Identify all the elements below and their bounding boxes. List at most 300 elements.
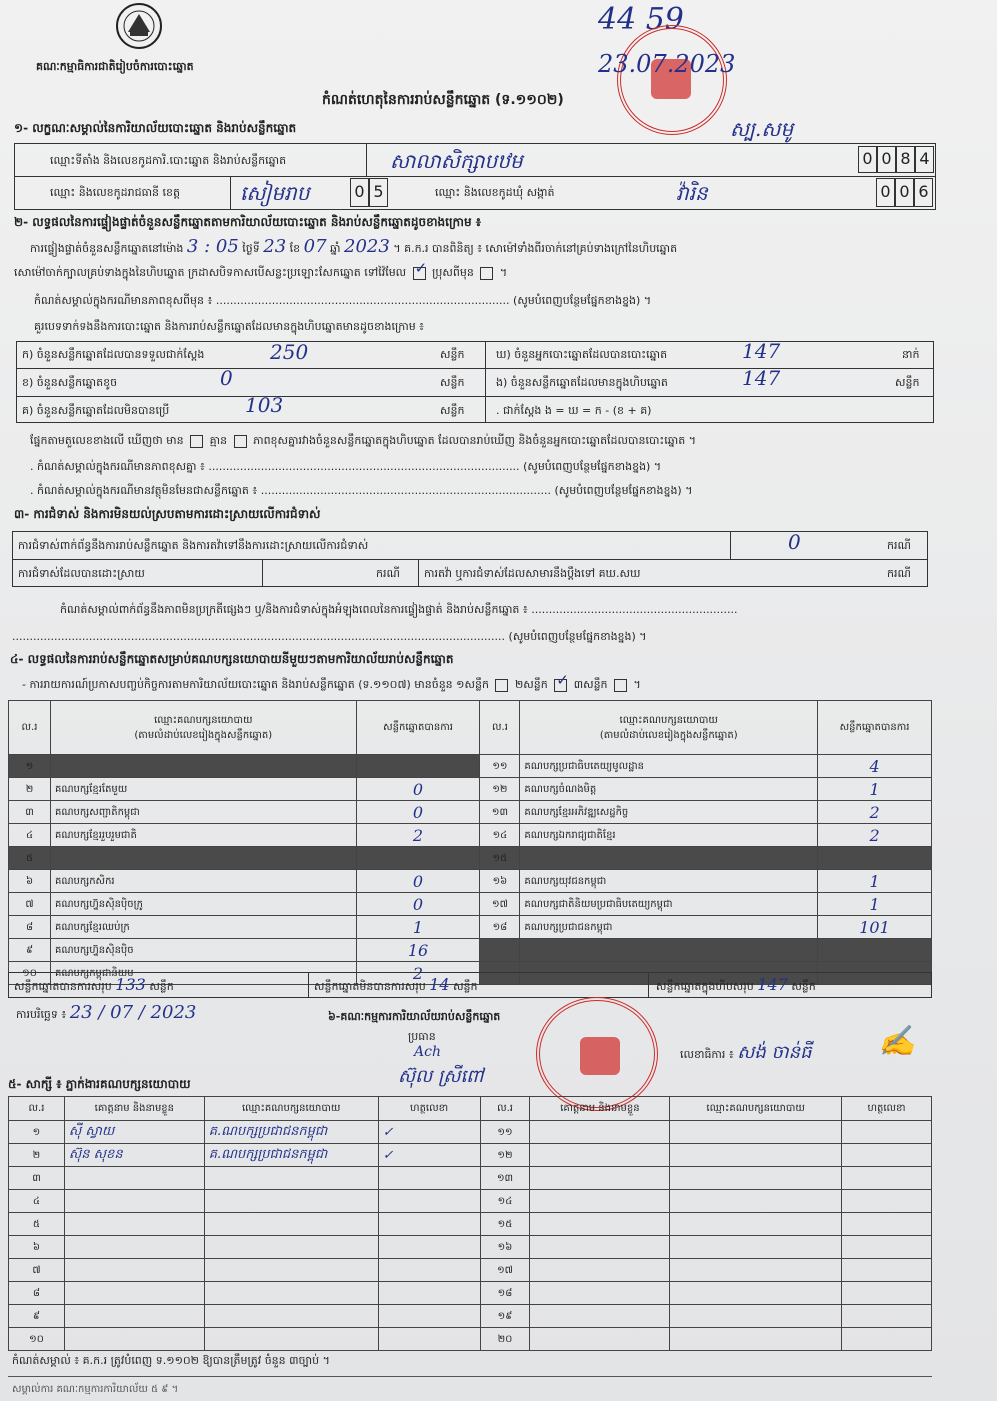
row-number: ២០ <box>480 1328 530 1351</box>
witness-signature <box>378 1282 480 1305</box>
witness-party: គ.ណបក្សប្រជាជនកម្ពុជា <box>204 1144 378 1167</box>
commune-label: ឈ្មោះ និងលេខកូដឃុំ សង្កាត់ <box>435 186 555 199</box>
section2-title: ២- លទ្ធផលនៃការផ្ទៀងផ្ទាត់ចំនួនសន្លឹកឆ្នោតតាមការិយាល័យបោះឆ្នោត និងរាប់សន្លឹកឆ្នោតដូចខាងក្រោម ៖ <box>14 215 482 229</box>
three-sheets-checkbox <box>614 679 627 692</box>
party-votes: 0 <box>356 870 480 893</box>
province-code <box>350 178 388 207</box>
total-all <box>656 975 816 994</box>
chair-signature: Ach <box>414 1044 441 1060</box>
witness-name <box>530 1121 670 1144</box>
verify-time-label: ការផ្ទៀងផ្ទាត់ចំនួនសន្លឹកឆ្នោតនៅម៉ោង <box>30 242 184 255</box>
col-party-header <box>50 701 356 755</box>
table-row <box>9 1213 932 1236</box>
party-votes <box>818 847 932 870</box>
unit-label: សន្លឹក <box>440 404 465 417</box>
row-number: ៦ <box>9 870 51 893</box>
date-value: 23 / 07 / 2023 <box>69 1002 197 1023</box>
chair-label: ប្រធាន <box>408 1030 436 1043</box>
row-number: ១៣ <box>480 1167 530 1190</box>
row-number: ៨ <box>9 916 51 939</box>
received-label: ក) ចំនួនសន្លឹកឆ្នោតដែលបានទទួលជាក់ស្ដែង <box>22 348 205 361</box>
witness-signature <box>842 1167 932 1190</box>
col-name-header: គោត្តនាម និងនាមខ្លួន <box>64 1097 204 1121</box>
party-votes <box>356 755 480 778</box>
verify-time-line <box>30 236 678 257</box>
verify-month-label: ខែ <box>289 242 301 255</box>
secretary-name: សង់ ចាន់ធី <box>737 1042 812 1063</box>
party-name: គណបក្សជាតិនិយមប្រជាធិបតេយ្យកម្ពុជា <box>520 893 818 916</box>
witness-name: ស៊ី ស្វាយ <box>64 1121 204 1144</box>
col-sign-header: ហត្ថលេខា <box>842 1097 932 1121</box>
table-row <box>9 1144 932 1167</box>
verify-day-label: ថ្ងៃទី <box>242 242 260 255</box>
report-sheets-label: - ការរាយការណ៍ប្រកាសបញ្ចប់កិច្ចការតាមការិយាល័យបោះឆ្នោត និងរាប់សន្លឹកឆ្នោត (ទ.១១០៧) មានចំនួន ១សន្លឹក <box>22 678 489 691</box>
box-ballots-label: ង) ចំនួនសន្លឹកឆ្នោតដែលមានក្នុងហិបឆ្នោត <box>496 376 668 389</box>
ballot-intro: គួរបេទទាក់ទងនឹងការបោះឆ្នោត និងការរាប់សន្លឹកឆ្នោតដែលមានក្នុងហិបឆ្នោតមានដូចខាងក្រោម ៖ <box>34 320 425 333</box>
party-votes <box>356 847 480 870</box>
dotted-fill: ......................................................................................... <box>208 460 520 473</box>
row-number <box>480 939 520 962</box>
witness-party <box>670 1282 842 1305</box>
discrepancy-yes-checkbox <box>190 435 203 448</box>
location-code <box>858 146 934 173</box>
row-number: ១៤ <box>480 1190 530 1213</box>
secretary-line <box>680 1042 812 1063</box>
table-row <box>9 1236 932 1259</box>
unit-label: សន្លឹក <box>440 376 465 389</box>
witness-name <box>530 1190 670 1213</box>
party-name: គណបក្សសញ្ជាតិកម្ពុជា <box>50 801 356 824</box>
box-ballots-value: 147 <box>742 366 781 390</box>
received-value: 250 <box>270 340 309 364</box>
form-title: កំណត់ហេតុនៃការរាប់សន្លឹកឆ្នោត (ទ.១១០២) <box>322 92 564 108</box>
total-valid <box>14 975 174 994</box>
unit-label: សន្លឹក <box>149 980 174 993</box>
committee-label: ៦-គណៈកម្មការការិយាល័យរាប់សន្លឹកឆ្នោត <box>328 1010 501 1023</box>
witness-name <box>64 1213 204 1236</box>
section1-title: ១- លក្ខណៈសម្គាល់នៃការិយាល័យបោះឆ្នោត និងរាប់សន្លឹកឆ្នោត <box>14 121 297 135</box>
row-number: ១២ <box>480 778 520 801</box>
row-number: ៩ <box>9 1305 65 1328</box>
witness-signature <box>378 1305 480 1328</box>
witness-party <box>204 1305 378 1328</box>
witness-party <box>670 1236 842 1259</box>
stamp-signature: ស្ប.សមូ <box>730 117 794 141</box>
party-votes: 0 <box>356 778 480 801</box>
witness-signature <box>378 1236 480 1259</box>
party-name: គណបក្សកសិករ <box>50 870 356 893</box>
party-votes: 1 <box>818 778 932 801</box>
seal-note-line <box>34 294 651 307</box>
verify-month: 07 <box>303 236 327 257</box>
verify-time: 3 : 05 <box>186 236 239 257</box>
col-votes-header: សន្លឹកឆ្នោតបានការ <box>356 701 480 755</box>
col-no-header: ល.រ <box>9 1097 65 1121</box>
voters-label: ឃ) ចំនួនអ្នកបោះឆ្នោតដែលបានបោះឆ្នោត <box>496 348 668 361</box>
case-label: ករណី <box>887 567 911 580</box>
total-all-label: សន្លឹកឆ្នោតក្នុងហិបសរុប <box>656 980 754 993</box>
table-row <box>9 939 932 962</box>
table-row <box>9 1259 932 1282</box>
table-row <box>9 778 932 801</box>
party-votes: 1 <box>356 916 480 939</box>
row-number: ១៩ <box>480 1305 530 1328</box>
witness-party <box>670 1121 842 1144</box>
diff-note-line <box>30 460 661 473</box>
table-row <box>9 893 932 916</box>
commune-value: វ៉ារិន <box>676 181 708 205</box>
witness-name <box>530 1236 670 1259</box>
secretary-label: លេខាធិការ ៖ <box>680 1048 734 1061</box>
party-name: គណបក្សប្រជាជនកម្ពុជា <box>520 916 818 939</box>
table-row <box>9 916 932 939</box>
witness-signature <box>842 1121 932 1144</box>
row-number: ១០ <box>9 962 51 985</box>
irregularity-note <box>60 603 738 616</box>
code-digit: 8 <box>896 146 915 173</box>
row-number: ៤ <box>9 824 51 847</box>
report-sheets-line: - ការរាយការណ៍ប្រកាសបញ្ចប់កិច្ចការតាមការិយាល័យបោះឆ្នោត និងរាប់សន្លឹកឆ្នោត (ទ.១១០៧) មានចំនួន ១សន្លឹក ២សន្លឹក ✓ ៣សន្លឹក ។ <box>22 678 641 692</box>
party-name: គណបក្សខ្មែរឈប់ក្រ <box>50 916 356 939</box>
witness-signature <box>378 1328 480 1351</box>
witness-name <box>530 1328 670 1351</box>
discrepancy-label: ផ្នែកតាមតួលេខខាងលើ ឃើញថា មាន <box>30 434 184 447</box>
verify-day: 23 <box>263 236 287 257</box>
witness-name <box>530 1144 670 1167</box>
table-row <box>9 801 932 824</box>
dotted-fill: .................................................................................... <box>215 294 510 307</box>
col-party-sub: (តាមលំដាប់លេខរៀងក្នុងសន្លឹកឆ្នោត) <box>134 729 273 741</box>
witness-name <box>64 1328 204 1351</box>
results-table <box>8 700 932 985</box>
witness-signature <box>378 1167 480 1190</box>
witness-party: គ.ណបក្សប្រជាជនកម្ពុជា <box>204 1121 378 1144</box>
col-party-title: ឈ្មោះគណបក្សនយោបាយ <box>619 714 718 726</box>
witness-name <box>64 1282 204 1305</box>
witness-name <box>530 1213 670 1236</box>
row-number: ៩ <box>9 939 51 962</box>
footer-bottom: សម្គាល់ការ គណៈកម្មការការិយាល័យ ៥ ៩ ។ <box>12 1384 179 1395</box>
party-name: គណបក្សខ្មែររួបរួមជាតិ <box>50 824 356 847</box>
seal-text: សោម៉ៅចាក់ក្បាលគ្រប់ទាងក្នុងនៃហិបឆ្នោត ក្រដាសបិទកាសបើសន្លះប្រឡោះសែកឆ្នោត ទៅវ៉ៃមែល <box>14 266 407 279</box>
location-label: ឈ្មោះទីតាំង និងលេខកូដការិ.បោះឆ្នោត និងរាប់សន្លឹកឆ្នោត <box>50 154 287 167</box>
chair-name: ស៊ុល ស្រីពៅ <box>398 1066 484 1087</box>
total-invalid-label: សន្លឹកឆ្នោតមិនបានការសរុប <box>314 980 426 993</box>
party-name <box>50 847 356 870</box>
irregularity-tail: (សូមបំពេញបន្ថែមផ្នែកខាងខ្នង) ។ <box>508 630 647 643</box>
party-votes: 16 <box>356 939 480 962</box>
witness-signature <box>842 1328 932 1351</box>
row-number: ១៦ <box>480 870 520 893</box>
row-number: ១២ <box>480 1144 530 1167</box>
row-number: ៥ <box>9 847 51 870</box>
witness-name <box>530 1259 670 1282</box>
row-number: ៣ <box>9 801 51 824</box>
witness-name <box>530 1305 670 1328</box>
witness-party <box>204 1282 378 1305</box>
party-name <box>520 939 818 962</box>
witness-signature <box>842 1213 932 1236</box>
one-sheet-checkbox <box>495 679 508 692</box>
complaints-label: ការជំទាស់ពាក់ព័ន្ធនឹងការរាប់សន្លឹកឆ្នោត និងការតវ៉ាទៅនឹងការដោះស្រាយលើការជំទាស់ <box>18 539 369 552</box>
party-votes: 2 <box>818 824 932 847</box>
party-name <box>50 755 356 778</box>
total-valid-value: 133 <box>115 975 146 994</box>
party-votes: 2 <box>356 962 480 985</box>
total-all-value: 147 <box>757 975 788 994</box>
object-note-line <box>30 484 692 497</box>
row-number: ១៥ <box>480 1213 530 1236</box>
party-name: គណបក្សហ្វ៊ុនស៊ិនប៉ិច <box>50 939 356 962</box>
total-valid-label: សន្លឹកឆ្នោតបានការសរុប <box>14 980 112 993</box>
row-number: ១៣ <box>480 801 520 824</box>
witness-signature <box>842 1190 932 1213</box>
seal-note-tail: (សូមបំពេញបន្ថែមផ្នែកខាងខ្នង) ។ <box>513 294 652 307</box>
section3-title: ៣- ការជំទាស់ និងការមិនយល់ស្របតាមការដោះស្រាយលើការជំទាស់ <box>14 507 321 521</box>
witness-party <box>204 1190 378 1213</box>
witness-name: ស៊ុន សុខន <box>64 1144 204 1167</box>
unit-label: សន្លឹក <box>895 376 920 389</box>
party-name: គណបក្សខ្មែរតែមួយ <box>50 778 356 801</box>
resolved-label: ការជំទាស់ដែលបានដោះស្រាយ <box>18 567 145 580</box>
witness-signature <box>378 1259 480 1282</box>
diff-note-tail: (សូមបំពេញបន្ថែមផ្នែកខាងខ្នង) ។ <box>523 460 662 473</box>
party-name: គណបក្សយុវជនកម្ពុជា <box>520 870 818 893</box>
row-number: ៧ <box>9 1259 65 1282</box>
two-sheets-checkbox <box>554 679 567 692</box>
row-number: ១៨ <box>480 1282 530 1305</box>
row-number: ១៤ <box>480 824 520 847</box>
witness-signature <box>378 1190 480 1213</box>
row-number: ១៦ <box>480 1236 530 1259</box>
voters-value: 147 <box>742 339 781 363</box>
province-label: ឈ្មោះ និងលេខកូដរាជធានី ខេត្ត <box>50 186 180 199</box>
witness-name <box>64 1167 204 1190</box>
witness-header-row <box>9 1097 932 1121</box>
discrepancy-no-label: គ្មាន <box>209 434 228 447</box>
party-votes: 1 <box>818 870 932 893</box>
party-votes: 1 <box>818 893 932 916</box>
witness-party <box>670 1144 842 1167</box>
witness-party <box>670 1167 842 1190</box>
seal-line: សោម៉ៅចាក់ក្បាលគ្រប់ទាងក្នុងនៃហិបឆ្នោត ក្រដាសបិទកាសបើសន្លះប្រឡោះសែកឆ្នោត ទៅវ៉ៃមែល ✓ ប្រុសពីមុន ។ <box>14 266 507 280</box>
witness-signature <box>378 1213 480 1236</box>
irregularity-note-2 <box>12 630 647 643</box>
row-number: ១០ <box>9 1328 65 1351</box>
code-digit: 0 <box>858 146 877 173</box>
witness-name <box>64 1236 204 1259</box>
row-number: ១៨ <box>480 916 520 939</box>
stamp-date: 23.07.2023 <box>598 50 736 78</box>
witness-party <box>670 1190 842 1213</box>
col-party-header: ឈ្មោះគណបក្សនយោបាយ <box>204 1097 378 1121</box>
witness-signature: ✓ <box>378 1144 480 1167</box>
table-row <box>9 1328 932 1351</box>
dotted-fill: ................................................................................... <box>260 484 551 497</box>
object-note-label: . កំណត់សម្គាល់ក្នុងករណីមានវត្ថុមិនមែនជាសន្លឹកឆ្នោត ៖ <box>30 484 258 497</box>
witness-party <box>204 1236 378 1259</box>
verify-year-label: ឆ្នាំ <box>330 242 341 255</box>
total-invalid-value: 14 <box>429 975 450 994</box>
discrepancy-no-checkbox <box>234 435 247 448</box>
case-label: ករណី <box>376 567 400 580</box>
verify-year: 2023 <box>344 236 390 257</box>
table-row <box>9 847 932 870</box>
witness-party <box>204 1328 378 1351</box>
witness-name <box>530 1282 670 1305</box>
row-number: ៥ <box>9 1213 65 1236</box>
code-digit: 0 <box>350 178 369 207</box>
col-party-header: ឈ្មោះគណបក្សនយោបាយ <box>670 1097 842 1121</box>
row-number: ៧ <box>9 893 51 916</box>
seal-note-label: កំណត់សម្គាល់ក្នុងករណីមានភាពខុសពីមុន ៖ <box>34 294 213 307</box>
col-party-header <box>520 701 818 755</box>
party-name: គណបក្សប្រជាធិបតេយ្យមូលដ្ឋាន <box>520 755 818 778</box>
code-digit: 0 <box>895 178 914 207</box>
col-party-sub: (តាមលំដាប់លេខរៀងក្នុងសន្លឹកឆ្នោត) <box>599 729 738 741</box>
party-votes: 0 <box>356 893 480 916</box>
results-header-row <box>9 701 932 755</box>
row-number: ១ <box>9 1121 65 1144</box>
unit-label: សន្លឹក <box>440 348 465 361</box>
complaints-value: 0 <box>788 530 801 554</box>
spoiled-value: 0 <box>220 366 233 390</box>
col-votes-header: សន្លឹកឆ្នោតបានការ <box>818 701 932 755</box>
two-sheets-label: ២សន្លឹក <box>514 678 548 691</box>
row-number: ១១ <box>480 1121 530 1144</box>
nec-logo <box>110 2 168 52</box>
row-number: ១ <box>9 755 51 778</box>
col-name-header: គោត្តនាម និងនាមខ្លួន <box>530 1097 670 1121</box>
unit-label-person: នាក់ <box>902 348 920 361</box>
code-digit: 6 <box>914 178 933 207</box>
row-number: ១១ <box>480 755 520 778</box>
irregularity-label: កំណត់សម្គាល់ពាក់ព័ន្ធនឹងភាពមិនប្រក្រតីផ្សេងៗ ឬ/និងការជំទាស់ក្នុងអំឡុងពេលនៃការផ្ទៀងផ្ទាត់ និងរាប់សន្លឹកឆ្នោត ៖ <box>60 603 528 616</box>
code-digit: 5 <box>369 178 388 207</box>
case-label: ករណី <box>887 539 911 552</box>
party-name: គណបក្សខ្មែរអភិវឌ្ឍសេដ្ឋកិច្ច <box>520 801 818 824</box>
row-number: ១៧ <box>480 1259 530 1282</box>
commune-code <box>876 178 933 207</box>
official-stamp-committee <box>536 997 658 1111</box>
unused-label: គ) ចំនួនសន្លឹកឆ្នោតដែលមិនបានប្រើ <box>22 404 170 417</box>
witness-name <box>64 1259 204 1282</box>
total-invalid <box>314 975 478 994</box>
footer-note: កំណត់សម្គាល់ ៖ គ.ក.រ ត្រូវបំពេញ ទ.១១០២ ឱ្យបានត្រឹមត្រូវ ចំនួន ៣ច្បាប់ ។ <box>12 1354 330 1367</box>
table-row <box>9 1282 932 1305</box>
witness-signature <box>842 1259 932 1282</box>
col-no-header: ល.រ <box>480 1097 530 1121</box>
table-row <box>9 1121 932 1144</box>
org-name: គណៈកម្មាធិការជាតិរៀបចំការបោះឆ្នោត <box>36 60 194 73</box>
table-row <box>9 755 932 778</box>
discrepancy-line <box>30 434 696 448</box>
party-name <box>520 847 818 870</box>
table-row <box>9 1190 932 1213</box>
seal-diff-label: ប្រុសពីមុន <box>432 266 474 279</box>
unused-value: 103 <box>245 393 284 417</box>
date-label: ការបរិច្ឆេទ ៖ <box>16 1008 67 1021</box>
witness-name <box>64 1305 204 1328</box>
location-value: សាលាសិក្សាបឋម <box>390 149 523 173</box>
row-number: ២ <box>9 1144 65 1167</box>
seal-diff-checkbox <box>480 267 493 280</box>
row-number: ៣ <box>9 1167 65 1190</box>
witness-name <box>64 1190 204 1213</box>
witness-party <box>670 1213 842 1236</box>
formula: . ជាក់ស្ដែង ង = ឃ = ក - (ខ + គ) <box>496 404 652 417</box>
party-name: គណបក្សហ្វ៊ុនស៊ិនប៉ិចក្រូ <box>50 893 356 916</box>
witness-party <box>204 1259 378 1282</box>
three-sheets-label: ៣សន្លឹក <box>573 678 608 691</box>
table-row <box>9 1305 932 1328</box>
witness-signature <box>842 1236 932 1259</box>
witness-signature <box>842 1305 932 1328</box>
spoiled-label: ខ) ចំនួនសន្លឹកឆ្នោតខូច <box>22 376 118 389</box>
party-votes <box>818 939 932 962</box>
witness-party <box>204 1167 378 1190</box>
province-value: សៀមរាប <box>240 181 310 205</box>
row-number: ៦ <box>9 1236 65 1259</box>
dotted-fill: ........................................................... <box>531 603 738 616</box>
code-digit: 4 <box>915 146 934 173</box>
party-name: គណបក្សកម្ពុជានិយម <box>50 962 356 985</box>
row-number: ៨ <box>9 1282 65 1305</box>
party-votes: 2 <box>818 801 932 824</box>
witness-party <box>670 1259 842 1282</box>
witness-party <box>670 1305 842 1328</box>
witness-party <box>670 1328 842 1351</box>
unit-label: សន្លឹក <box>453 980 478 993</box>
row-number: ១៥ <box>480 847 520 870</box>
object-note-tail: (សូមបំពេញបន្ថែមផ្នែកខាងខ្នង) ។ <box>554 484 693 497</box>
dotted-fill: ............................................................................................................................................. <box>12 630 506 643</box>
row-number: ២ <box>9 778 51 801</box>
diff-note-label: . កំណត់សម្គាល់ក្នុងករណីមានភាពខុសគ្នា ៖ <box>30 460 205 473</box>
verify-tail: ។ គ.ក.រ បានពិនិត្យ ៖ សោម៉ៅទាំងពីរចាក់នៅគ្រប់ទាងក្រៅនៃហិបឆ្នោត <box>393 242 678 255</box>
code-digit: 0 <box>876 178 895 207</box>
col-no-header: ល.រ <box>9 701 51 755</box>
party-votes: 4 <box>818 755 932 778</box>
official-stamp-top <box>617 25 727 135</box>
section4-title: ៤- លទ្ធផលនៃការរាប់សន្លឹកឆ្នោតសម្រាប់គណបក្សនយោបាយនីមួយៗតាមការិយាល័យរាប់សន្លឹកឆ្នោត <box>10 652 454 666</box>
witness-table <box>8 1096 932 1351</box>
section5-title: ៥- សាក្សី ៖ ភ្នាក់ងារគណបក្សនយោបាយ <box>8 1077 191 1091</box>
party-name: គណបក្សឯករាជ្យជាតិខ្មែរ <box>520 824 818 847</box>
unit-label: សន្លឹក <box>791 980 816 993</box>
witness-party <box>204 1213 378 1236</box>
party-votes: 101 <box>818 916 932 939</box>
seal-same-checkbox <box>413 267 426 280</box>
table-row <box>9 870 932 893</box>
col-sign-header: ហត្ថលេខា <box>378 1097 480 1121</box>
witness-name <box>530 1167 670 1190</box>
row-number: ១៧ <box>480 893 520 916</box>
table-row <box>9 824 932 847</box>
witness-signature <box>842 1144 932 1167</box>
party-votes: 2 <box>356 824 480 847</box>
secretary-signature: ✍ <box>878 1024 916 1059</box>
code-digit: 0 <box>877 146 896 173</box>
col-party-title: ឈ្មោះគណបក្សនយោបាយ <box>154 714 253 726</box>
table-row <box>9 1167 932 1190</box>
witness-signature: ✓ <box>378 1121 480 1144</box>
handwritten-code: 44 59 <box>598 2 684 37</box>
appeal-label: ការតវ៉ា ឬការជំទាស់ដែលសាមារនឹងប្ដឹងទៅ គឃ.សឃ <box>424 567 641 580</box>
row-number: ៤ <box>9 1190 65 1213</box>
date-line <box>16 1002 197 1023</box>
witness-signature <box>842 1282 932 1305</box>
